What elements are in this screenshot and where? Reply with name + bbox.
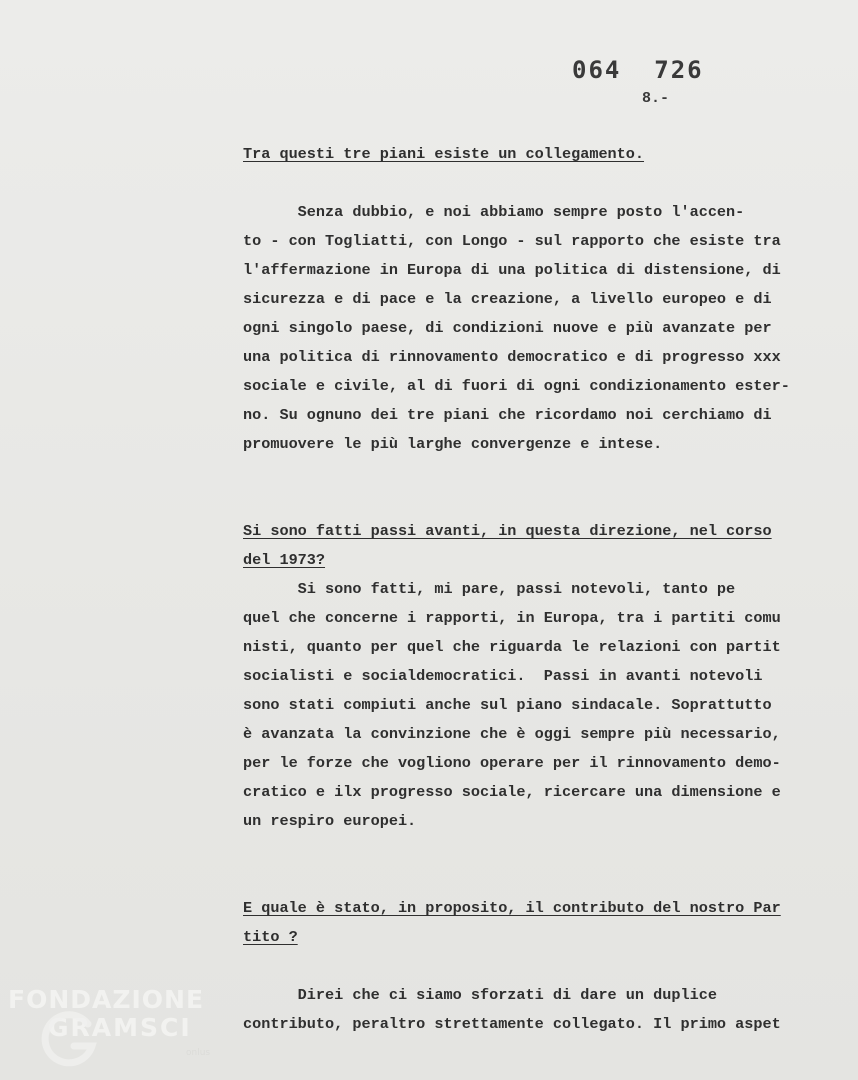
answer-line: promuovere le più larghe convergenze e intese. [243,435,663,453]
answer-line: una politica di rinnovamento democratico e di progresso xxx [243,348,781,366]
answer-line: contributo, peraltro strettamente collegato. Il primo aspet [243,1015,781,1033]
blank-line [243,169,843,198]
answer-line: Direi che ci siamo sforzati di dare un duplice [243,986,717,1004]
answer-line: l'affermazione in Europa di una politica di distensione, di [243,261,781,279]
answer-line: nisti, quanto per quel che riguarda le relazioni con partit [243,638,781,656]
watermark-line-1: FONDAZIONE [8,985,205,1014]
question-line: del 1973? [243,551,326,569]
watermark-line-3: onlus [186,1048,211,1058]
foundation-watermark [8,985,213,1058]
question-line: Si sono fatti passi avanti, in questa direzione, nel corso [243,522,772,540]
archive-number: 064 726 [572,56,704,84]
answer-line: Senza dubbio, e noi abbiamo sempre posto l'accen- [243,203,745,221]
answer-line: è avanzata la convinzione che è oggi sempre più necessario, [243,725,781,743]
answer-line: socialisti e socialdemocratici. Passi in avanti notevoli [243,667,763,685]
document-body [243,140,843,1039]
answer-line: sicurezza e di pace e la creazione, a livello europeo e di [243,290,772,308]
answer-line: ogni singolo paese, di condizioni nuove e più avanzate per [243,319,772,337]
section-gap [243,459,843,517]
g-swirl-logo-icon [40,1010,100,1070]
answer-line: no. Su ognuno dei tre piani che ricordamo noi cerchiamo di [243,406,772,424]
answer-line: sono stati compiuti anche sul piano sindacale. Soprattutto [243,696,772,714]
answer-line: un respiro europei. [243,812,417,830]
answer-line: sociale e civile, al di fuori di ogni condizionamento ester- [243,377,790,395]
watermark-line-2: GRAMSCI [48,1013,192,1042]
question-line: E quale è stato, in proposito, il contributo del nostro Par [243,899,781,917]
answer-line: per le forze che vogliono operare per il rinnovamento demo- [243,754,781,772]
section-gap [243,836,843,894]
blank-line [243,952,843,981]
answer-line: to - con Togliatti, con Longo - sul rapporto che esiste tra [243,232,781,250]
answer-line: cratico e ilx progresso sociale, ricercare una dimensione e [243,783,781,801]
answer-line: Si sono fatti, mi pare, passi notevoli, tanto pe [243,580,736,598]
question-line: Tra questi tre piani esiste un collegamento. [243,145,645,163]
question-line: tito ? [243,928,298,946]
answer-line: quel che concerne i rapporti, in Europa, tra i partiti comu [243,609,781,627]
page-number: 8.- [642,90,670,107]
